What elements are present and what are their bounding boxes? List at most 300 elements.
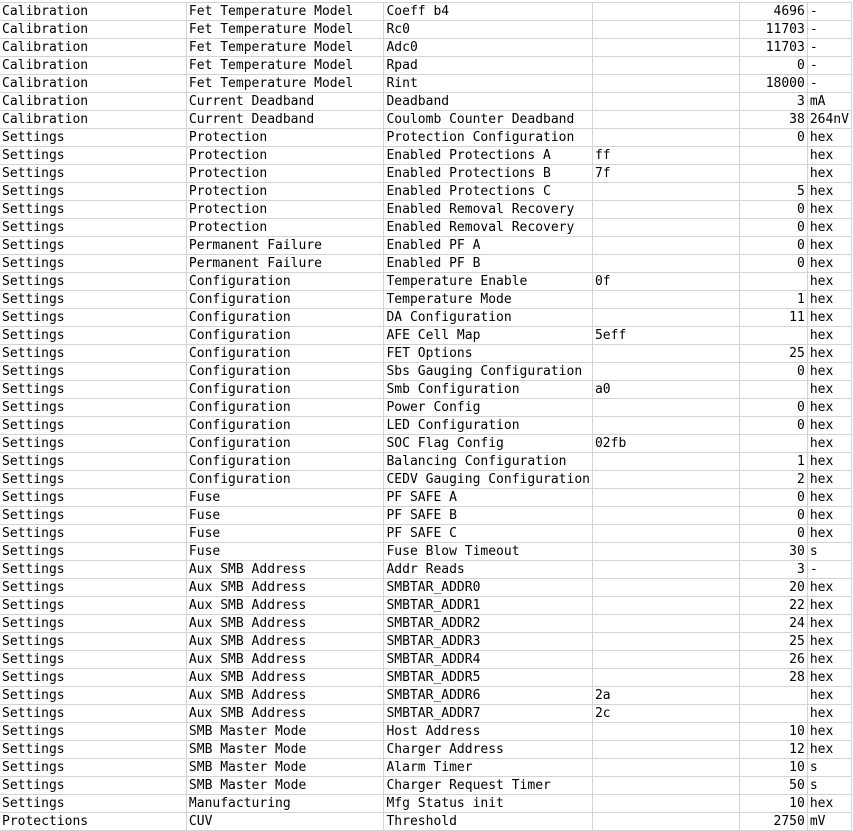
cell-parameter[interactable]: Enabled Removal Recovery (384, 219, 593, 237)
cell-group[interactable]: Configuration (186, 435, 384, 453)
cell-value[interactable]: 26 (739, 651, 807, 669)
table-row (0, 237, 852, 255)
cell-text-value[interactable] (592, 597, 739, 615)
cell-text-value[interactable]: ff (592, 147, 739, 165)
cell-section[interactable]: Settings (0, 525, 186, 543)
cell-parameter[interactable]: PF SAFE B (384, 507, 593, 525)
cell-group[interactable]: Protection (186, 165, 384, 183)
cell-text-value[interactable] (592, 723, 739, 741)
cell-group[interactable]: Fuse (186, 543, 384, 561)
cell-value[interactable]: 11703 (739, 39, 807, 57)
cell-group[interactable]: Configuration (186, 291, 384, 309)
cell-value[interactable]: 18000 (739, 75, 807, 93)
grid-body (0, 3, 852, 831)
cell-text-value[interactable] (592, 39, 739, 57)
cell-unit[interactable]: hex (807, 291, 851, 309)
cell-parameter[interactable]: Enabled PF A (384, 237, 593, 255)
cell-unit[interactable]: hex (807, 669, 851, 687)
cell-group[interactable]: Configuration (186, 471, 384, 489)
cell-section[interactable]: Settings (0, 201, 186, 219)
cell-group[interactable]: Aux SMB Address (186, 561, 384, 579)
cell-value[interactable]: 11703 (739, 21, 807, 39)
table-row (0, 75, 852, 93)
cell-section[interactable]: Protections (0, 813, 186, 831)
cell-section[interactable]: Settings (0, 363, 186, 381)
cell-section[interactable]: Settings (0, 669, 186, 687)
table-row (0, 687, 852, 705)
cell-text-value[interactable] (592, 93, 739, 111)
cell-text-value[interactable] (592, 291, 739, 309)
cell-unit[interactable]: - (807, 39, 851, 57)
cell-parameter[interactable]: SMBTAR_ADDR7 (384, 705, 593, 723)
cell-value[interactable] (739, 705, 807, 723)
cell-parameter[interactable]: Deadband (384, 93, 593, 111)
cell-value[interactable]: 10 (739, 759, 807, 777)
cell-unit[interactable]: s (807, 759, 851, 777)
cell-value[interactable]: 10 (739, 723, 807, 741)
table-row (0, 525, 852, 543)
cell-group[interactable]: Protection (186, 201, 384, 219)
cell-unit[interactable]: hex (807, 147, 851, 165)
cell-unit[interactable]: hex (807, 219, 851, 237)
cell-group[interactable]: Fet Temperature Model (186, 57, 384, 75)
cell-section[interactable]: Settings (0, 219, 186, 237)
cell-section[interactable]: Settings (0, 327, 186, 345)
cell-value[interactable]: 0 (739, 363, 807, 381)
table-row (0, 219, 852, 237)
cell-section[interactable]: Settings (0, 237, 186, 255)
cell-group[interactable]: Aux SMB Address (186, 597, 384, 615)
cell-group[interactable]: Configuration (186, 273, 384, 291)
cell-section[interactable]: Settings (0, 129, 186, 147)
spreadsheet-grid (0, 2, 852, 831)
cell-section[interactable]: Calibration (0, 111, 186, 129)
cell-unit[interactable]: hex (807, 309, 851, 327)
cell-text-value[interactable] (592, 21, 739, 39)
cell-unit[interactable]: hex (807, 723, 851, 741)
cell-section[interactable]: Settings (0, 507, 186, 525)
cell-unit[interactable]: hex (807, 237, 851, 255)
cell-unit[interactable]: - (807, 75, 851, 93)
cell-section[interactable]: Settings (0, 183, 186, 201)
cell-value[interactable]: 0 (739, 57, 807, 75)
cell-parameter[interactable]: CEDV Gauging Configuration (384, 471, 593, 489)
cell-section[interactable]: Settings (0, 687, 186, 705)
cell-text-value[interactable]: a0 (592, 381, 739, 399)
cell-group[interactable]: Fet Temperature Model (186, 39, 384, 57)
cell-parameter[interactable]: Enabled Protections B (384, 165, 593, 183)
cell-unit[interactable]: - (807, 561, 851, 579)
cell-value[interactable] (739, 435, 807, 453)
cell-text-value[interactable] (592, 399, 739, 417)
cell-text-value[interactable] (592, 579, 739, 597)
cell-parameter[interactable]: Balancing Configuration (384, 453, 593, 471)
table-row (0, 651, 852, 669)
cell-unit[interactable]: hex (807, 453, 851, 471)
cell-text-value[interactable] (592, 75, 739, 93)
cell-section[interactable]: Settings (0, 741, 186, 759)
cell-section[interactable]: Settings (0, 147, 186, 165)
cell-parameter[interactable]: Enabled Removal Recovery (384, 201, 593, 219)
cell-text-value[interactable] (592, 813, 739, 831)
cell-text-value[interactable] (592, 255, 739, 273)
cell-parameter[interactable]: SMBTAR_ADDR5 (384, 669, 593, 687)
cell-value[interactable]: 1 (739, 453, 807, 471)
cell-text-value[interactable] (592, 453, 739, 471)
cell-parameter[interactable]: Power Config (384, 399, 593, 417)
cell-group[interactable]: Protection (186, 219, 384, 237)
cell-unit[interactable]: mV (807, 813, 851, 831)
cell-section[interactable]: Calibration (0, 3, 186, 21)
cell-unit[interactable]: hex (807, 435, 851, 453)
cell-parameter[interactable]: Enabled Protections C (384, 183, 593, 201)
cell-text-value[interactable] (592, 669, 739, 687)
cell-group[interactable]: Configuration (186, 309, 384, 327)
cell-group[interactable]: Permanent Failure (186, 237, 384, 255)
cell-section[interactable]: Settings (0, 435, 186, 453)
cell-group[interactable]: Fuse (186, 525, 384, 543)
cell-parameter[interactable]: SMBTAR_ADDR1 (384, 597, 593, 615)
table-row (0, 705, 852, 723)
cell-unit[interactable]: hex (807, 633, 851, 651)
cell-section[interactable]: Settings (0, 273, 186, 291)
cell-text-value[interactable] (592, 525, 739, 543)
cell-text-value[interactable]: 2a (592, 687, 739, 705)
cell-unit[interactable]: hex (807, 327, 851, 345)
cell-group[interactable]: Aux SMB Address (186, 705, 384, 723)
cell-parameter[interactable]: Alarm Timer (384, 759, 593, 777)
cell-section[interactable]: Settings (0, 471, 186, 489)
cell-parameter[interactable]: FET Options (384, 345, 593, 363)
cell-text-value[interactable] (592, 633, 739, 651)
cell-value[interactable] (739, 165, 807, 183)
cell-text-value[interactable]: 0f (592, 273, 739, 291)
cell-section[interactable]: Settings (0, 561, 186, 579)
cell-text-value[interactable] (592, 489, 739, 507)
cell-text-value[interactable] (592, 561, 739, 579)
cell-group[interactable]: Configuration (186, 453, 384, 471)
cell-group[interactable]: Configuration (186, 327, 384, 345)
cell-parameter[interactable]: Temperature Enable (384, 273, 593, 291)
cell-group[interactable]: Configuration (186, 417, 384, 435)
cell-text-value[interactable] (592, 345, 739, 363)
cell-section[interactable]: Settings (0, 309, 186, 327)
cell-parameter[interactable]: Addr Reads (384, 561, 593, 579)
cell-value[interactable]: 25 (739, 345, 807, 363)
table-row (0, 597, 852, 615)
cell-unit[interactable]: - (807, 57, 851, 75)
cell-group[interactable]: Configuration (186, 399, 384, 417)
cell-unit[interactable]: hex (807, 597, 851, 615)
cell-parameter[interactable]: SMBTAR_ADDR3 (384, 633, 593, 651)
cell-unit[interactable]: hex (807, 273, 851, 291)
cell-value[interactable]: 0 (739, 129, 807, 147)
cell-section[interactable]: Settings (0, 453, 186, 471)
cell-group[interactable]: Configuration (186, 363, 384, 381)
cell-unit[interactable]: hex (807, 183, 851, 201)
cell-section[interactable]: Settings (0, 345, 186, 363)
cell-value[interactable]: 11 (739, 309, 807, 327)
cell-value[interactable]: 0 (739, 201, 807, 219)
cell-value[interactable]: 2 (739, 471, 807, 489)
cell-value[interactable]: 0 (739, 219, 807, 237)
cell-group[interactable]: Fuse (186, 489, 384, 507)
cell-unit[interactable]: hex (807, 525, 851, 543)
cell-unit[interactable]: hex (807, 741, 851, 759)
cell-value[interactable]: 30 (739, 543, 807, 561)
cell-unit[interactable]: hex (807, 489, 851, 507)
cell-text-value[interactable] (592, 417, 739, 435)
table-row (0, 579, 852, 597)
cell-section[interactable]: Calibration (0, 57, 186, 75)
cell-section[interactable]: Settings (0, 579, 186, 597)
cell-group[interactable]: SMB Master Mode (186, 777, 384, 795)
cell-unit[interactable]: hex (807, 381, 851, 399)
cell-value[interactable] (739, 687, 807, 705)
cell-text-value[interactable] (592, 183, 739, 201)
cell-unit[interactable]: mA (807, 93, 851, 111)
cell-value[interactable]: 3 (739, 93, 807, 111)
cell-text-value[interactable]: 02fb (592, 435, 739, 453)
cell-parameter[interactable]: SMBTAR_ADDR4 (384, 651, 593, 669)
table-row (0, 453, 852, 471)
cell-unit[interactable]: hex (807, 255, 851, 273)
cell-unit[interactable]: hex (807, 507, 851, 525)
cell-text-value[interactable] (592, 543, 739, 561)
cell-value[interactable]: 1 (739, 291, 807, 309)
cell-text-value[interactable] (592, 3, 739, 21)
cell-text-value[interactable]: 7f (592, 165, 739, 183)
cell-unit[interactable]: 264nV (807, 111, 851, 129)
cell-section[interactable]: Settings (0, 597, 186, 615)
cell-section[interactable]: Settings (0, 651, 186, 669)
cell-unit[interactable]: hex (807, 579, 851, 597)
table-row (0, 201, 852, 219)
cell-text-value[interactable] (592, 759, 739, 777)
cell-parameter[interactable]: PF SAFE C (384, 525, 593, 543)
cell-parameter[interactable]: Adc0 (384, 39, 593, 57)
cell-group[interactable]: Permanent Failure (186, 255, 384, 273)
cell-section[interactable]: Settings (0, 291, 186, 309)
cell-group[interactable]: Configuration (186, 345, 384, 363)
cell-parameter[interactable]: DA Configuration (384, 309, 593, 327)
cell-parameter[interactable]: Smb Configuration (384, 381, 593, 399)
cell-section[interactable]: Settings (0, 255, 186, 273)
cell-section[interactable]: Settings (0, 489, 186, 507)
cell-text-value[interactable] (592, 309, 739, 327)
cell-unit[interactable]: hex (807, 615, 851, 633)
cell-group[interactable]: SMB Master Mode (186, 741, 384, 759)
cell-section[interactable]: Settings (0, 795, 186, 813)
cell-parameter[interactable]: LED Configuration (384, 417, 593, 435)
cell-parameter[interactable]: PF SAFE A (384, 489, 593, 507)
cell-parameter[interactable]: Charger Address (384, 741, 593, 759)
cell-unit[interactable]: hex (807, 687, 851, 705)
cell-text-value[interactable] (592, 57, 739, 75)
cell-unit[interactable]: s (807, 543, 851, 561)
cell-unit[interactable]: hex (807, 363, 851, 381)
cell-group[interactable]: Aux SMB Address (186, 615, 384, 633)
cell-section[interactable]: Settings (0, 543, 186, 561)
cell-text-value[interactable] (592, 507, 739, 525)
cell-unit[interactable]: hex (807, 705, 851, 723)
cell-group[interactable]: Fet Temperature Model (186, 75, 384, 93)
cell-value[interactable]: 0 (739, 399, 807, 417)
cell-parameter[interactable]: Rint (384, 75, 593, 93)
cell-value[interactable] (739, 273, 807, 291)
cell-unit[interactable]: hex (807, 417, 851, 435)
cell-value[interactable]: 0 (739, 525, 807, 543)
cell-section[interactable]: Calibration (0, 39, 186, 57)
table-row (0, 255, 852, 273)
cell-text-value[interactable] (592, 201, 739, 219)
cell-unit[interactable]: hex (807, 201, 851, 219)
table-row (0, 633, 852, 651)
cell-text-value[interactable]: 5eff (592, 327, 739, 345)
cell-value[interactable]: 0 (739, 255, 807, 273)
table-row (0, 309, 852, 327)
cell-value[interactable]: 20 (739, 579, 807, 597)
cell-value[interactable]: 50 (739, 777, 807, 795)
cell-parameter[interactable]: SMBTAR_ADDR6 (384, 687, 593, 705)
cell-group[interactable]: SMB Master Mode (186, 759, 384, 777)
cell-section[interactable]: Settings (0, 759, 186, 777)
table-row (0, 273, 852, 291)
cell-group[interactable]: Current Deadband (186, 111, 384, 129)
cell-text-value[interactable] (592, 219, 739, 237)
cell-parameter[interactable]: Protection Configuration (384, 129, 593, 147)
cell-unit[interactable]: hex (807, 165, 851, 183)
cell-unit[interactable]: hex (807, 129, 851, 147)
cell-value[interactable] (739, 381, 807, 399)
cell-value[interactable]: 0 (739, 489, 807, 507)
cell-group[interactable]: Fet Temperature Model (186, 21, 384, 39)
cell-text-value[interactable]: 2c (592, 705, 739, 723)
cell-text-value[interactable] (592, 237, 739, 255)
cell-value[interactable]: 28 (739, 669, 807, 687)
cell-text-value[interactable] (592, 651, 739, 669)
cell-section[interactable]: Settings (0, 705, 186, 723)
cell-group[interactable]: Manufacturing (186, 795, 384, 813)
cell-parameter[interactable]: Rc0 (384, 21, 593, 39)
cell-parameter[interactable]: Fuse Blow Timeout (384, 543, 593, 561)
cell-section[interactable]: Settings (0, 777, 186, 795)
cell-unit[interactable]: hex (807, 471, 851, 489)
cell-text-value[interactable] (592, 111, 739, 129)
cell-group[interactable]: Protection (186, 129, 384, 147)
cell-section[interactable]: Calibration (0, 21, 186, 39)
cell-value[interactable]: 5 (739, 183, 807, 201)
cell-section[interactable]: Settings (0, 165, 186, 183)
cell-text-value[interactable] (592, 471, 739, 489)
cell-unit[interactable]: - (807, 3, 851, 21)
cell-value[interactable]: 0 (739, 237, 807, 255)
cell-value[interactable] (739, 147, 807, 165)
cell-parameter[interactable]: Threshold (384, 813, 593, 831)
cell-unit[interactable]: hex (807, 345, 851, 363)
cell-value[interactable]: 0 (739, 417, 807, 435)
cell-unit[interactable]: s (807, 777, 851, 795)
cell-text-value[interactable] (592, 615, 739, 633)
table-row (0, 741, 852, 759)
cell-parameter[interactable]: Temperature Mode (384, 291, 593, 309)
cell-group[interactable]: Configuration (186, 381, 384, 399)
cell-section[interactable]: Settings (0, 399, 186, 417)
cell-value[interactable]: 25 (739, 633, 807, 651)
table-row (0, 471, 852, 489)
cell-parameter[interactable]: Charger Request Timer (384, 777, 593, 795)
cell-group[interactable]: Aux SMB Address (186, 669, 384, 687)
cell-group[interactable]: Aux SMB Address (186, 687, 384, 705)
cell-section[interactable]: Settings (0, 723, 186, 741)
cell-parameter[interactable]: Rpad (384, 57, 593, 75)
cell-group[interactable]: Fuse (186, 507, 384, 525)
cell-group[interactable]: SMB Master Mode (186, 723, 384, 741)
cell-value[interactable]: 22 (739, 597, 807, 615)
table-row (0, 435, 852, 453)
cell-parameter[interactable]: Enabled Protections A (384, 147, 593, 165)
cell-group[interactable]: Protection (186, 183, 384, 201)
cell-section[interactable]: Settings (0, 615, 186, 633)
cell-value[interactable]: 2750 (739, 813, 807, 831)
cell-value[interactable]: 10 (739, 795, 807, 813)
cell-unit[interactable]: hex (807, 399, 851, 417)
cell-parameter[interactable]: Mfg Status init (384, 795, 593, 813)
cell-unit[interactable]: hex (807, 795, 851, 813)
cell-section[interactable]: Settings (0, 381, 186, 399)
cell-group[interactable]: Aux SMB Address (186, 579, 384, 597)
cell-group[interactable]: Protection (186, 147, 384, 165)
cell-text-value[interactable] (592, 363, 739, 381)
cell-parameter[interactable]: SOC Flag Config (384, 435, 593, 453)
cell-group[interactable]: Current Deadband (186, 93, 384, 111)
cell-text-value[interactable] (592, 129, 739, 147)
cell-group[interactable]: Aux SMB Address (186, 633, 384, 651)
cell-parameter[interactable]: Coeff b4 (384, 3, 593, 21)
cell-value[interactable]: 3 (739, 561, 807, 579)
cell-section[interactable]: Calibration (0, 93, 186, 111)
cell-value[interactable]: 12 (739, 741, 807, 759)
cell-parameter[interactable]: SMBTAR_ADDR0 (384, 579, 593, 597)
cell-unit[interactable]: - (807, 21, 851, 39)
cell-parameter[interactable]: Sbs Gauging Configuration (384, 363, 593, 381)
cell-parameter[interactable]: SMBTAR_ADDR2 (384, 615, 593, 633)
cell-value[interactable]: 4696 (739, 3, 807, 21)
cell-parameter[interactable]: AFE Cell Map (384, 327, 593, 345)
table-row (0, 39, 852, 57)
cell-value[interactable] (739, 327, 807, 345)
cell-value[interactable]: 38 (739, 111, 807, 129)
cell-section[interactable]: Settings (0, 417, 186, 435)
cell-text-value[interactable] (592, 795, 739, 813)
cell-section[interactable]: Calibration (0, 75, 186, 93)
cell-group[interactable]: Aux SMB Address (186, 651, 384, 669)
cell-value[interactable]: 24 (739, 615, 807, 633)
cell-value[interactable]: 0 (739, 507, 807, 525)
table-row (0, 777, 852, 795)
cell-parameter[interactable]: Coulomb Counter Deadband (384, 111, 593, 129)
cell-parameter[interactable]: Enabled PF B (384, 255, 593, 273)
cell-unit[interactable]: hex (807, 651, 851, 669)
cell-text-value[interactable] (592, 777, 739, 795)
table-row (0, 813, 852, 831)
cell-parameter[interactable]: Host Address (384, 723, 593, 741)
cell-section[interactable]: Settings (0, 633, 186, 651)
cell-text-value[interactable] (592, 741, 739, 759)
cell-group[interactable]: CUV (186, 813, 384, 831)
table-row (0, 183, 852, 201)
cell-group[interactable]: Fet Temperature Model (186, 3, 384, 21)
